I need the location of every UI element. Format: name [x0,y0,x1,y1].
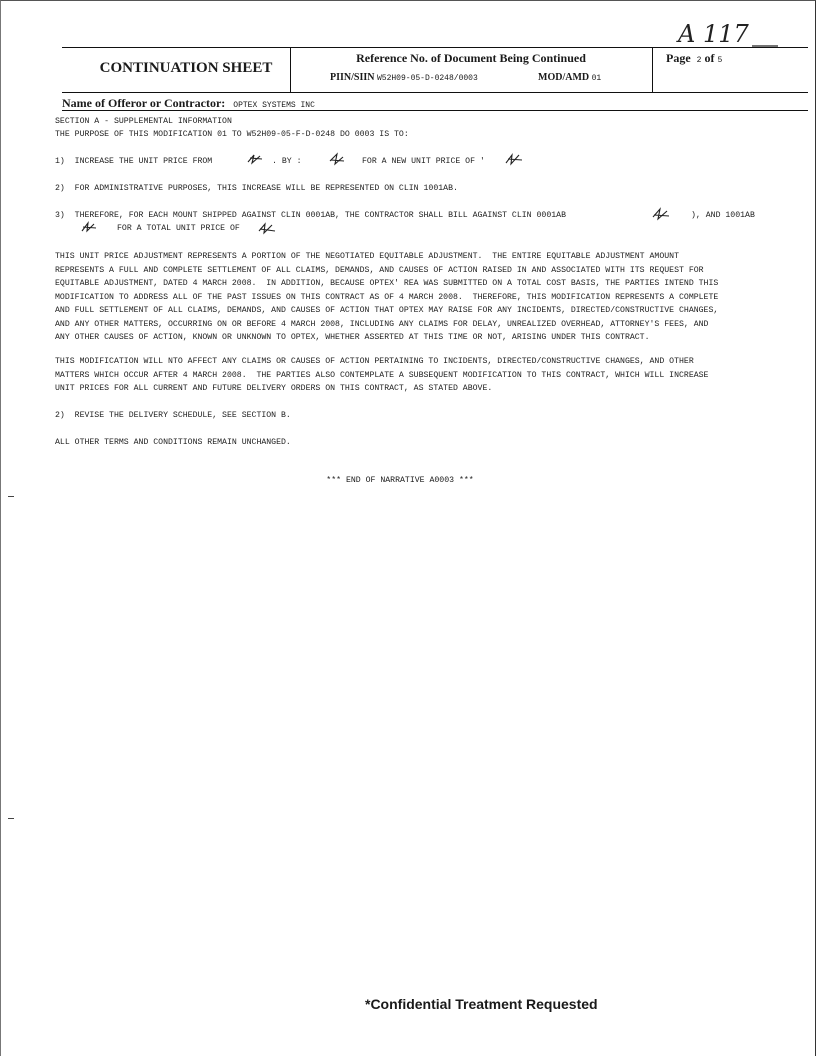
item-3-text-b: ), AND 1001AB [691,211,755,220]
purpose-line: THE PURPOSE OF THIS MODIFICATION 01 TO W52H09-05-F-D-0248 DO 0003 IS TO: [55,130,409,139]
margin-mark [8,818,14,819]
redaction-scribble-icon [652,207,670,221]
item-2: 2) FOR ADMINISTRATIVE PURPOSES, THIS INCREASE WILL BE REPRESENTED ON CLIN 1001AB. [55,184,458,193]
redaction-scribble-icon [246,152,264,166]
offeror-row [62,94,808,111]
mod-value: 01 [591,74,602,83]
item-1-text-a: 1) INCREASE THE UNIT PRICE FROM [55,157,213,166]
redaction-scribble-icon [258,221,276,235]
page-label: Page [666,51,691,65]
paragraph-line: AND FULL SETTLEMENT OF ALL CLAIMS, DEMANDS, AND CAUSES OF ACTION THAT OPTEX MAY RAISE FOR ANY INCIDENTS, DIRECTED/CONSTRUCTIVE CHANGES, [55,306,719,315]
section-heading: SECTION A - SUPPLEMENTAL INFORMATION [55,117,232,126]
paragraph-line: MATTERS WHICH OCCUR AFTER 4 MARCH 2008. THE PARTIES ALSO CONTEMPLATE A SUBSEQUENT MODIFICATION TO THIS CONTRACT, WHICH WILL INCREASE [55,370,709,380]
piin-value: W52H09-05-D-0248/0003 [376,74,478,83]
mod-field [538,72,601,83]
paragraph-line: REPRESENTS A FULL AND COMPLETE SETTLEMENT OF ALL CLAIMS, DEMANDS, AND CAUSES OF ACTION RAISED IN AND ASSOCIATED WITH ITS REQUEST FOR [55,265,704,275]
item-1-text-b: . BY : [272,157,302,166]
header-reference-cell [290,48,653,92]
confidential-notice: *Confidential Treatment Requested [365,996,598,1012]
header-page-cell [652,48,808,92]
piin-label: PIIN/SIIN [330,72,375,83]
mod-label: MOD/AMD [538,72,590,83]
page-number: 2 [696,56,702,65]
page-indicator [666,51,722,66]
closing-statement: ALL OTHER TERMS AND CONDITIONS REMAIN UNCHANGED. [55,438,291,447]
paragraph-line: UNIT PRICES FOR ALL CURRENT AND FUTURE DELIVERY ORDERS ON THIS CONTRACT, AS STATED ABOVE. [55,384,493,393]
offeror-label: Name of Offeror or Contractor: [62,96,226,110]
page-total: 5 [717,56,723,65]
item-1-text-c: FOR A NEW UNIT PRICE OF ' [362,157,485,166]
paragraph-line: ANY OTHER CAUSES OF ACTION, KNOWN OR UNKNOWN TO OPTEX, WHETHER ASSERTED AT THIS TIME OR NOT, ARISING UNDER THIS CONTRACT. [55,333,650,342]
handwritten-label: A 117 [678,20,749,48]
piin-field [330,72,478,83]
continuation-header [62,47,808,93]
end-of-narrative: *** END OF NARRATIVE A0003 *** [326,476,474,485]
paragraph-line: THIS UNIT PRICE ADJUSTMENT REPRESENTS A PORTION OF THE NEGOTIATED EQUITABLE ADJUSTMENT. THE ENTIRE EQUITABLE ADJUSTMENT AMOUNT [55,252,679,261]
handwritten-page-mark [676,18,780,50]
header-title-cell [62,48,291,92]
paragraph-line: MODIFICATION TO ADDRESS ALL OF THE PAST ISSUES ON THIS CONTRACT AS OF 4 MARCH 2008. THEREFORE, THIS MODIFICATION REPRESENTS A COMPLETE [55,292,719,302]
item-3-text-a: 3) THEREFORE, FOR EACH MOUNT SHIPPED AGAINST CLIN 0001AB, THE CONTRACTOR SHALL BILL AGAINST CLIN 0001AB [55,211,566,220]
item-3-text-c: FOR A TOTAL UNIT PRICE OF [117,224,240,233]
page-of: of [704,51,715,65]
reference-label: Reference No. of Document Being Continued [356,51,586,65]
paragraph-line: THIS MODIFICATION WILL NTO AFFECT ANY CLAIMS OR CAUSES OF ACTION PERTAINING TO INCIDENTS, DIRECTED/CONSTRUCTIVE CHANGES, AND OTHER [55,357,694,366]
redaction-scribble-icon [505,152,523,166]
delivery-schedule-item: 2) REVISE THE DELIVERY SCHEDULE, SEE SECTION B. [55,411,291,420]
header-title: CONTINUATION SHEET [99,60,273,76]
paragraph-line: EQUITABLE ADJUSTMENT, DATED 4 MARCH 2008. IN ADDITION, BECAUSE OPTEX' REA WAS SUBMITTED ON A TOTAL COST BASIS, THE PARTIES INTEND THIS [55,279,719,288]
margin-mark [8,496,14,497]
redaction-scribble-icon [80,220,98,234]
redaction-scribble-icon [328,152,346,166]
offeror-value: OPTEX SYSTEMS INC [233,101,315,110]
paragraph-line: AND ANY OTHER MATTERS, OCCURRING ON OR BEFORE 4 MARCH 2008, INCLUDING ANY CLAIMS FOR DELAY, UNREALIZED OVERHEAD, ATTORNEY'S FEES, AND [55,319,709,329]
